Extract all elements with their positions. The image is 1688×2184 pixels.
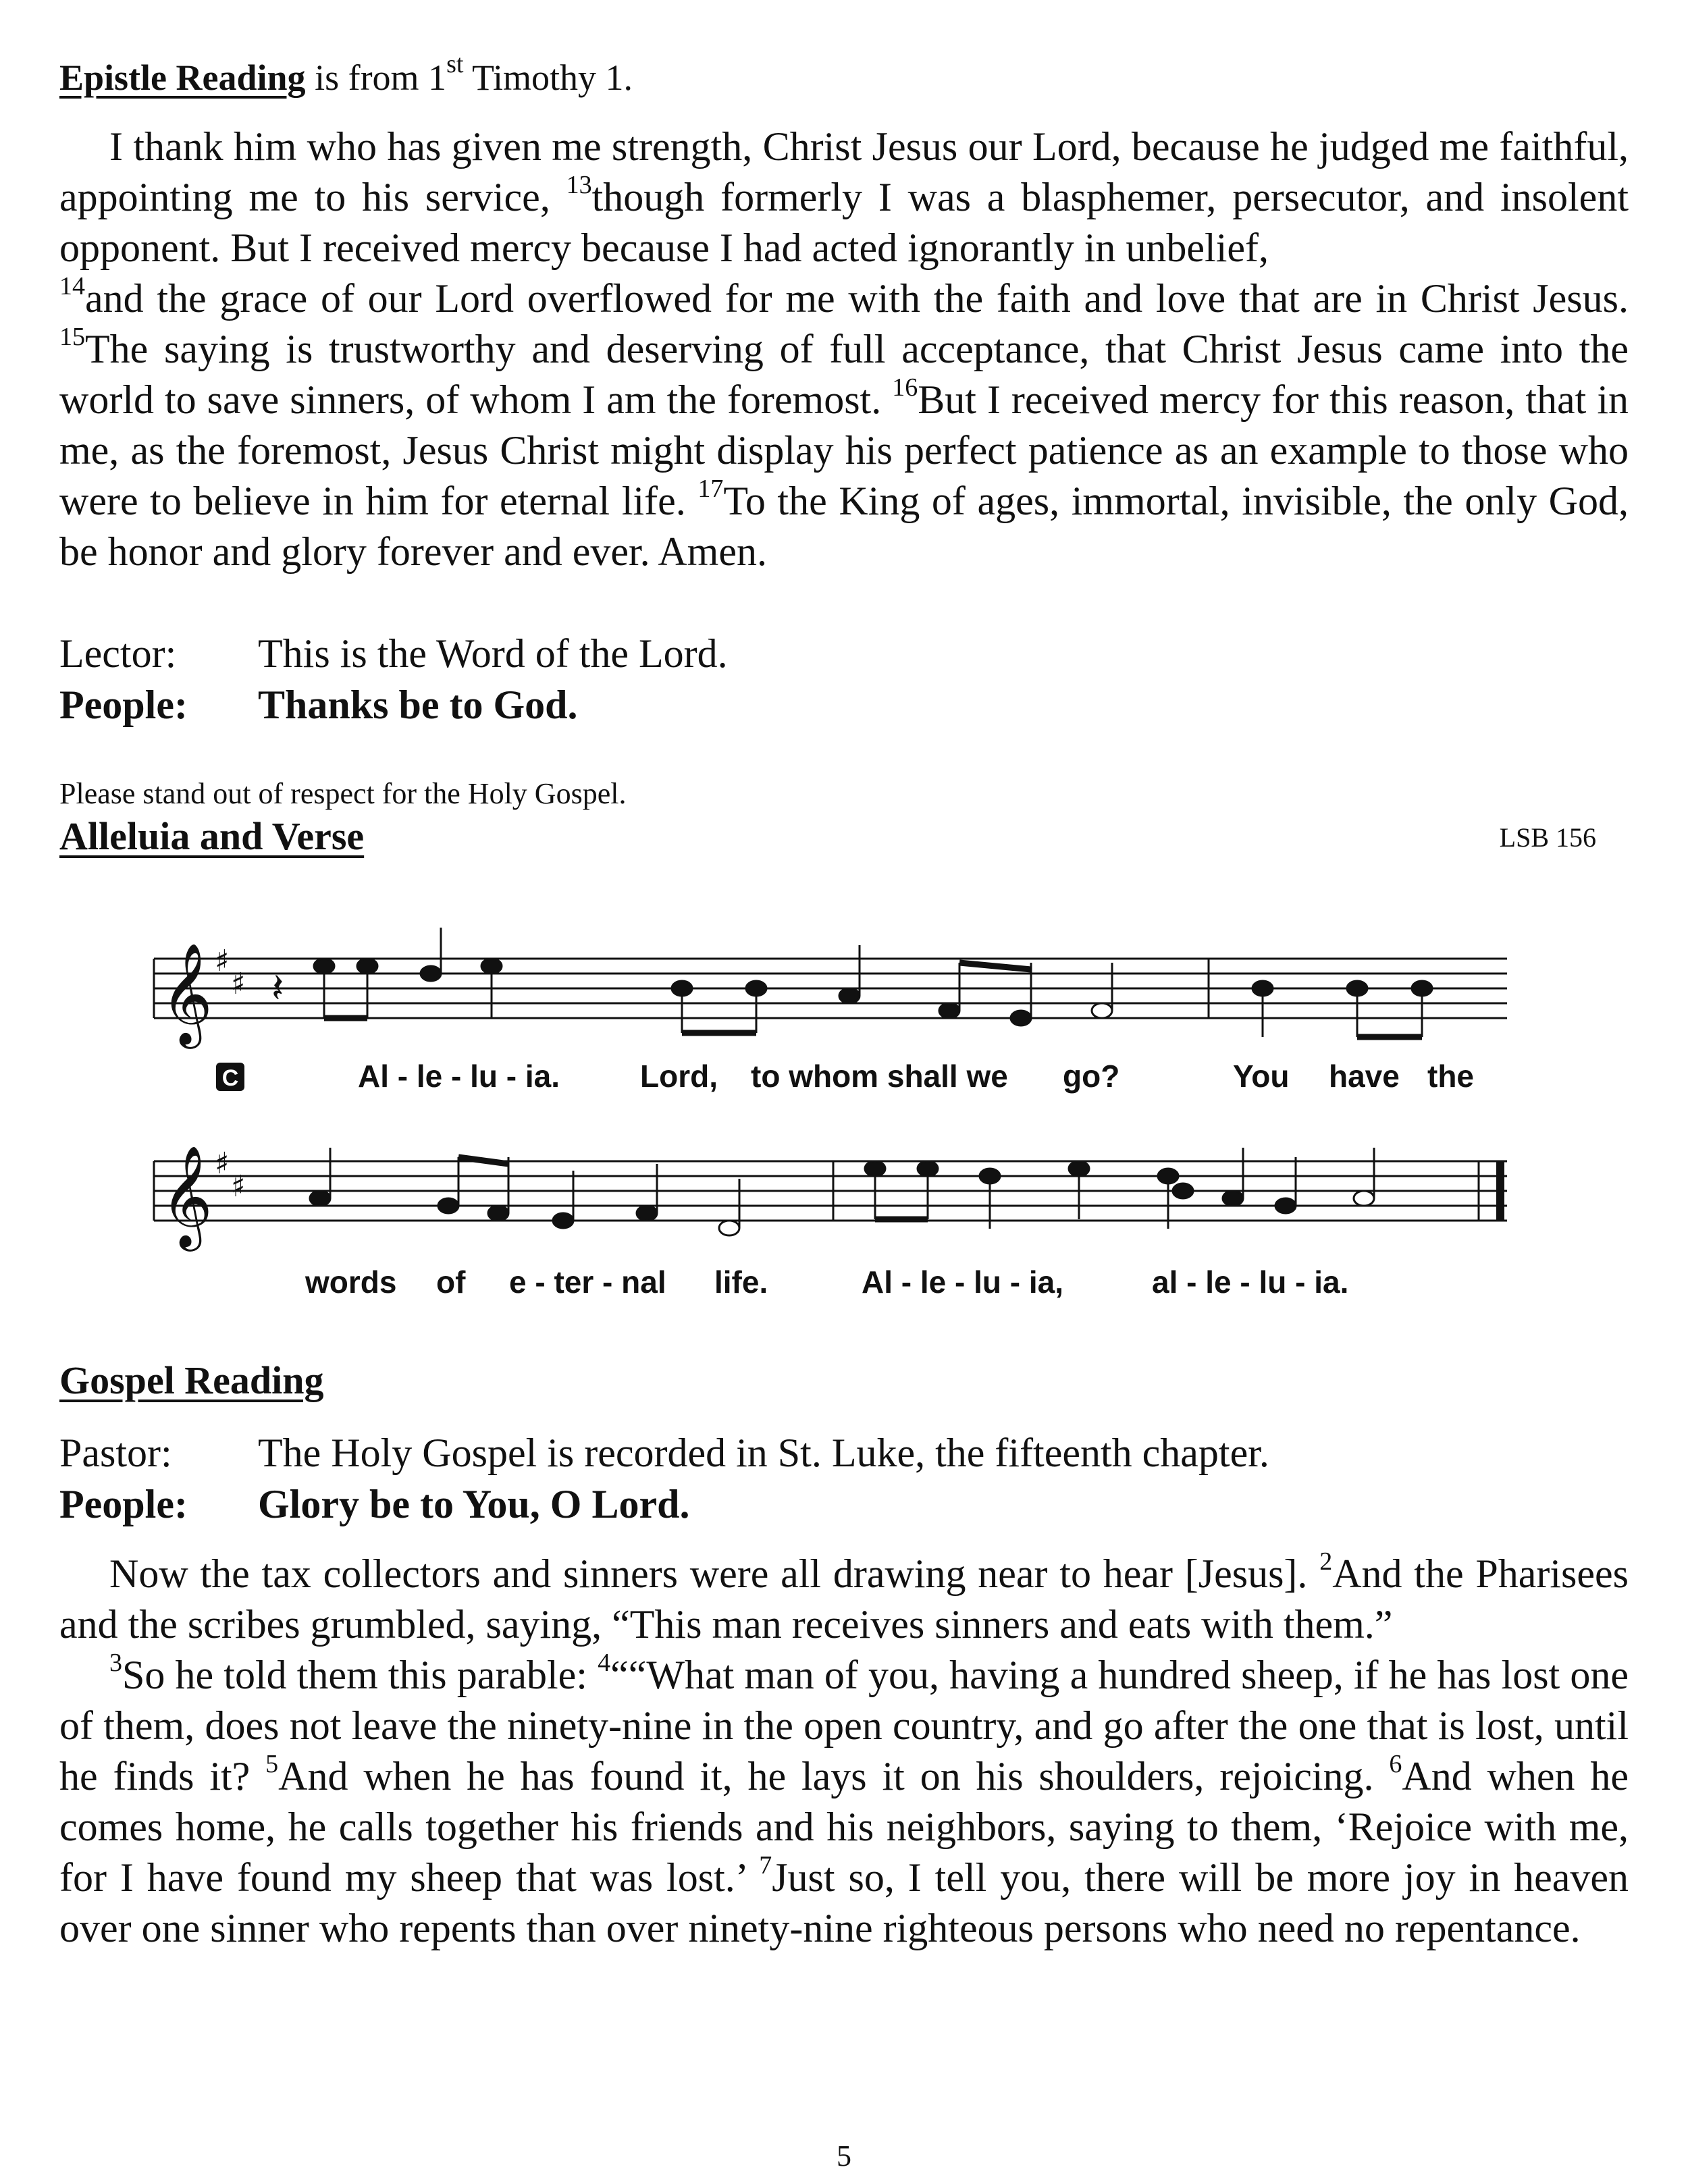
- verse-number: 7: [759, 1851, 772, 1880]
- epistle-heading: Epistle Reading: [59, 57, 306, 98]
- alleluia-title-row: [59, 813, 1629, 860]
- lyrics-line-1: [358, 1059, 1474, 1094]
- epistle-intro-sup: st: [446, 50, 464, 78]
- verse-number: 14: [59, 272, 85, 300]
- epistle-intro-book: Timothy 1.: [463, 57, 633, 98]
- epistle-text-1: I thank him who has given me strength, Christ Jesus our Lord, because he judged me faithful, appointing me to his service,: [59, 124, 1629, 219]
- stand-note: Please stand out of respect for the Holy Gospel.: [59, 777, 627, 810]
- page-content: [59, 50, 1629, 860]
- verse-number: 15: [59, 323, 85, 351]
- verse-number: 6: [1389, 1750, 1402, 1778]
- lector-response: [59, 628, 1629, 679]
- svg-text:♯: ♯: [231, 967, 246, 1001]
- lector-label: Lector:: [59, 631, 177, 676]
- people-text: Glory be to You, O Lord.: [258, 1482, 690, 1526]
- people-label: People:: [59, 1482, 188, 1526]
- gospel-text-1: [59, 1549, 1629, 1650]
- epistle-intro-text: is from 1: [305, 57, 447, 98]
- svg-text:♯: ♯: [215, 1146, 230, 1181]
- epistle-text-3: and the grace of our Lord overflowed for me with the faith and love that are in Christ Jesus.: [85, 276, 1629, 321]
- gospel-text-a1: Now the tax collectors and sinners were all drawing near to hear [Jesus].: [109, 1551, 1320, 1596]
- notes-system-1: [314, 928, 1432, 1037]
- people-label: People:: [59, 683, 188, 727]
- pastor-response: [59, 1427, 1629, 1479]
- lyric: words: [305, 1264, 397, 1300]
- gospel-section: [59, 1357, 1629, 1954]
- gospel-title-row: [59, 1357, 1629, 1404]
- lyric: life.: [714, 1264, 768, 1300]
- verse-number: 3: [109, 1649, 122, 1677]
- page-number: 5: [837, 2139, 851, 2173]
- pastor-text: The Holy Gospel is recorded in St. Luke, the fifteenth chapter.: [258, 1431, 1269, 1475]
- lyric: al - le - lu - ia.: [1152, 1264, 1349, 1300]
- staff-system-2: [154, 1161, 1507, 1221]
- verse-number: 2: [1319, 1547, 1333, 1576]
- epistle-text: [59, 122, 1629, 577]
- treble-clef-icon: 𝄞: [161, 942, 213, 1044]
- people-response-gospel: [59, 1479, 1629, 1530]
- svg-text:♯: ♯: [215, 944, 230, 978]
- verse-number: 5: [265, 1750, 279, 1778]
- alleluia-music-score: [0, 918, 1688, 1337]
- svg-text:♯: ♯: [231, 1169, 246, 1204]
- verse-number: 13: [566, 171, 592, 199]
- gospel-text-a2: And the Pharisees and the scribes grumbled, saying, “This man receives sinners and eats with them.”: [59, 1551, 1629, 1647]
- people-text: Thanks be to God.: [258, 683, 578, 727]
- gospel-text-b1: So he told them this parable:: [122, 1653, 598, 1697]
- lyric: You: [1233, 1059, 1290, 1094]
- lyric: Al - le - lu - ia.: [358, 1059, 560, 1094]
- congregation-marker-label: C: [221, 1065, 239, 1091]
- treble-clef-icon: 𝄞: [161, 1144, 213, 1247]
- epistle-text-4: The saying is trustworthy and deserving of full acceptance, that Christ Jesus came into the world to save sinners, of whom I am the foremost.: [59, 327, 1629, 422]
- hymn-reference: LSB 156: [1499, 822, 1596, 853]
- lyric: to whom shall we: [751, 1059, 1008, 1094]
- lyric: Al - le - lu - ia,: [862, 1264, 1064, 1300]
- lector-text: This is the Word of the Lord.: [258, 631, 728, 676]
- quarter-rest-icon: 𝄽: [271, 965, 284, 1012]
- lyric: of: [436, 1264, 466, 1300]
- verse-number: 4: [598, 1649, 611, 1677]
- epistle-text-2: though formerly I was a blasphemer, persecutor, and insolent opponent. But I received mercy because I had acted ignorantly in unbelief,: [59, 175, 1629, 270]
- epistle-intro: [59, 50, 1629, 101]
- gospel-text-b5: Just so, I tell you, there will be more joy in heaven over one sinner who repents than over ninety-nine righteous persons who need no repentance.: [59, 1855, 1629, 1950]
- lyric: go?: [1063, 1059, 1120, 1094]
- gospel-heading: Gospel Reading: [59, 1358, 324, 1402]
- gospel-text-2: [59, 1650, 1629, 1954]
- lyric: e - ter - nal: [509, 1264, 666, 1300]
- verse-number: 17: [697, 475, 724, 503]
- epistle-text-6: To the King of ages, immortal, invisible, the only God, be honor and glory forever and ever. Amen.: [59, 479, 1629, 574]
- lyric: the: [1427, 1059, 1474, 1094]
- lyric: Lord,: [640, 1059, 718, 1094]
- verse-number: 16: [892, 373, 918, 402]
- gospel-text-b4: And when he comes home, he calls together his friends and his neighbors, saying to them, ‘Rejoice with me, for I have found my sheep that was lost.’: [59, 1754, 1629, 1900]
- lyric: have: [1329, 1059, 1400, 1094]
- gospel-text-b3: And when he has found it, he lays it on his shoulders, rejoicing.: [278, 1754, 1390, 1799]
- pastor-label: Pastor:: [59, 1431, 172, 1475]
- gospel-text-b2: ““What man of you, having a hundred sheep, if he has lost one of them, does not leave the ninety-nine in the open country, and go after the one that is lost, until he finds it?: [59, 1653, 1629, 1799]
- alleluia-heading: Alleluia and Verse: [59, 814, 365, 858]
- epistle-text-5: But I received mercy for this reason, that in me, as the foremost, Jesus Christ might display his perfect patience as an example to those who were to believe in him for eternal life.: [59, 377, 1629, 523]
- people-response: [59, 679, 1629, 730]
- lyrics-line-2: [305, 1264, 1348, 1300]
